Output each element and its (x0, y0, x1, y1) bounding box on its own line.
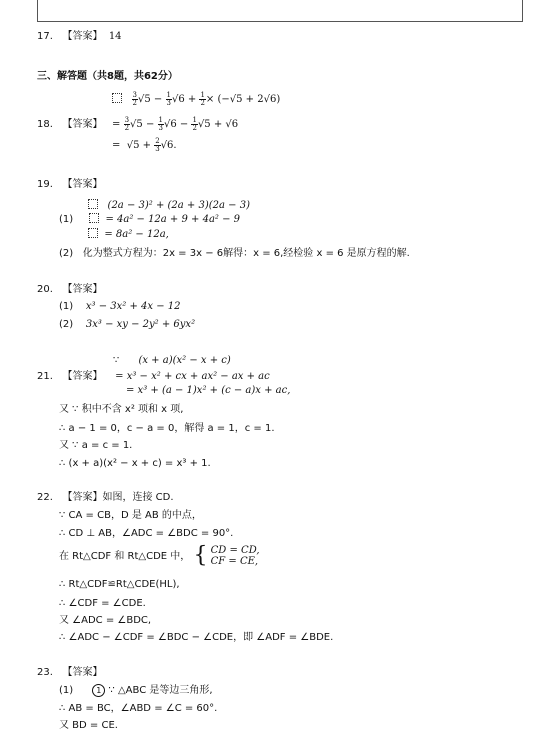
q22-line1: ∵ CA = CB，D 是 AB 的中点， (59, 510, 202, 521)
q19-part2: (2) 化为整式方程为：2x = 3x − 6解得：x = 6,经检验 x = 6 是原方程的解. (59, 248, 410, 259)
q18-line-3: = √5 + $\frac{2}{3}$ √6. (112, 137, 177, 153)
q20-part1: (1) x³ − 3x² + 4x − 12 (59, 301, 181, 312)
q17-number: 17. (37, 31, 53, 42)
q19-part1-line3: = 8a² − 12a, (88, 228, 169, 241)
because-symbol: ∵ (113, 355, 120, 366)
q20-number: 20. (37, 284, 53, 295)
q20-part2: (2) 3x³ − xy − 2y² + 6yx² (59, 319, 196, 330)
q22-line7: ∴ ∠ADC − ∠CDF = ∠BDC − ∠CDE，即 ∠ADF = ∠BDE. (59, 632, 334, 643)
section-heading: 三、解答题（共8题，共62分） (37, 71, 178, 82)
q19-header (37, 178, 102, 191)
q19-answer-tag: 【答案】 (62, 179, 103, 190)
q19-part1-line1: (2a − 3)² + (2a + 3)(2a − 3) (88, 199, 250, 212)
q21-line7: ∴ (x + a)(x² − x + c) = x³ + 1. (59, 458, 211, 469)
q22-answer-tag: 【答案】 (62, 492, 103, 503)
page-margin-corner (37, 0, 523, 22)
q18-line-2: 18. 【答案】 = $\frac{3}{2}$ √5 − $\frac{1}{3}$ √6 − $\frac{1}{2}$ √5 + √6 (37, 116, 239, 132)
q17-answer: 14 (108, 31, 122, 42)
q22-line4: ∴ Rt△CDF≌Rt△CDE(HL), (59, 579, 180, 590)
q21-number: 21. (37, 371, 53, 382)
q22-line5: ∴ ∠CDF = ∠CDE. (59, 598, 146, 609)
q21-line2: 21. 【答案】 = x³ − x² + cx + ax² − ax + ac (37, 371, 270, 382)
q22-line6: 又 ∠ADC = ∠BDC, (59, 615, 152, 626)
q20-part1-label: (1) (59, 301, 74, 312)
q22-header (37, 491, 174, 504)
q20-part2-label: (2) (59, 319, 74, 330)
q23-part1-label: (1) (59, 685, 74, 696)
q19-part1-line2: (1) = 4a² − 12a + 9 + 4a² − 9 (59, 214, 241, 225)
q22-system: CD = CD, CF = CE, (210, 545, 260, 567)
q23-header (37, 666, 102, 679)
q21-line5: ∴ a − 1 = 0，c − a = 0，解得 a = 1，c = 1. (59, 423, 275, 434)
q21-answer-tag: 【答案】 (62, 371, 103, 382)
q18-line-1: $\frac{3}{2}$ √5 − $\frac{1}{3}$ √6 + $\frac{1}{2}$ × (−√5 + 2√6) (112, 92, 280, 107)
q18-answer-tag: 【答案】 (62, 119, 103, 130)
therefore-box-icon (89, 213, 99, 223)
q20-answer-tag: 【答案】 (62, 284, 103, 295)
q21-line1: ∵ (x + a)(x² − x + c) (113, 355, 231, 366)
therefore-box-icon (88, 228, 98, 238)
q23-number: 23. (37, 667, 53, 678)
q22-number: 22. (37, 492, 53, 503)
q21-line3: = x³ + (a − 1)x² + (c − a)x + ac, (126, 385, 291, 396)
q22-intro: 如图，连接 CD. (102, 492, 174, 503)
q22-line2: ∴ CD ⊥ AB，∠ADC = ∠BDC = 90°. (59, 528, 234, 539)
q21-line4: 又 ∵ 积中不含 x² 项和 x 项, (59, 404, 184, 415)
therefore-box-icon (88, 199, 98, 209)
q19-part2-label: (2) (59, 248, 74, 259)
q19-part1-label: (1) (59, 214, 74, 225)
q23-line2: ∴ AB = BC，∠ABD = ∠C = 60°. (59, 703, 218, 714)
circled-number-icon: 1 (92, 684, 105, 697)
left-brace-icon: { (193, 543, 208, 568)
q23-line1: (1) 1 ∵ △ABC 是等边三角形, (59, 685, 213, 696)
q21-line6: 又 ∵ a = c = 1. (59, 440, 133, 451)
q18-number: 18. (37, 119, 53, 130)
q23-line3: 又 BD = CE. (59, 720, 118, 731)
q22-line3: 在 Rt△CDF 和 Rt△CDE 中， { CD = CD, CF = CE, (59, 543, 260, 568)
q23-answer-tag: 【答案】 (62, 667, 103, 678)
q17-line (37, 30, 122, 43)
q20-header (37, 283, 102, 296)
q17-answer-tag: 【答案】 (62, 31, 103, 42)
therefore-box-icon (112, 93, 122, 103)
q19-number: 19. (37, 179, 53, 190)
